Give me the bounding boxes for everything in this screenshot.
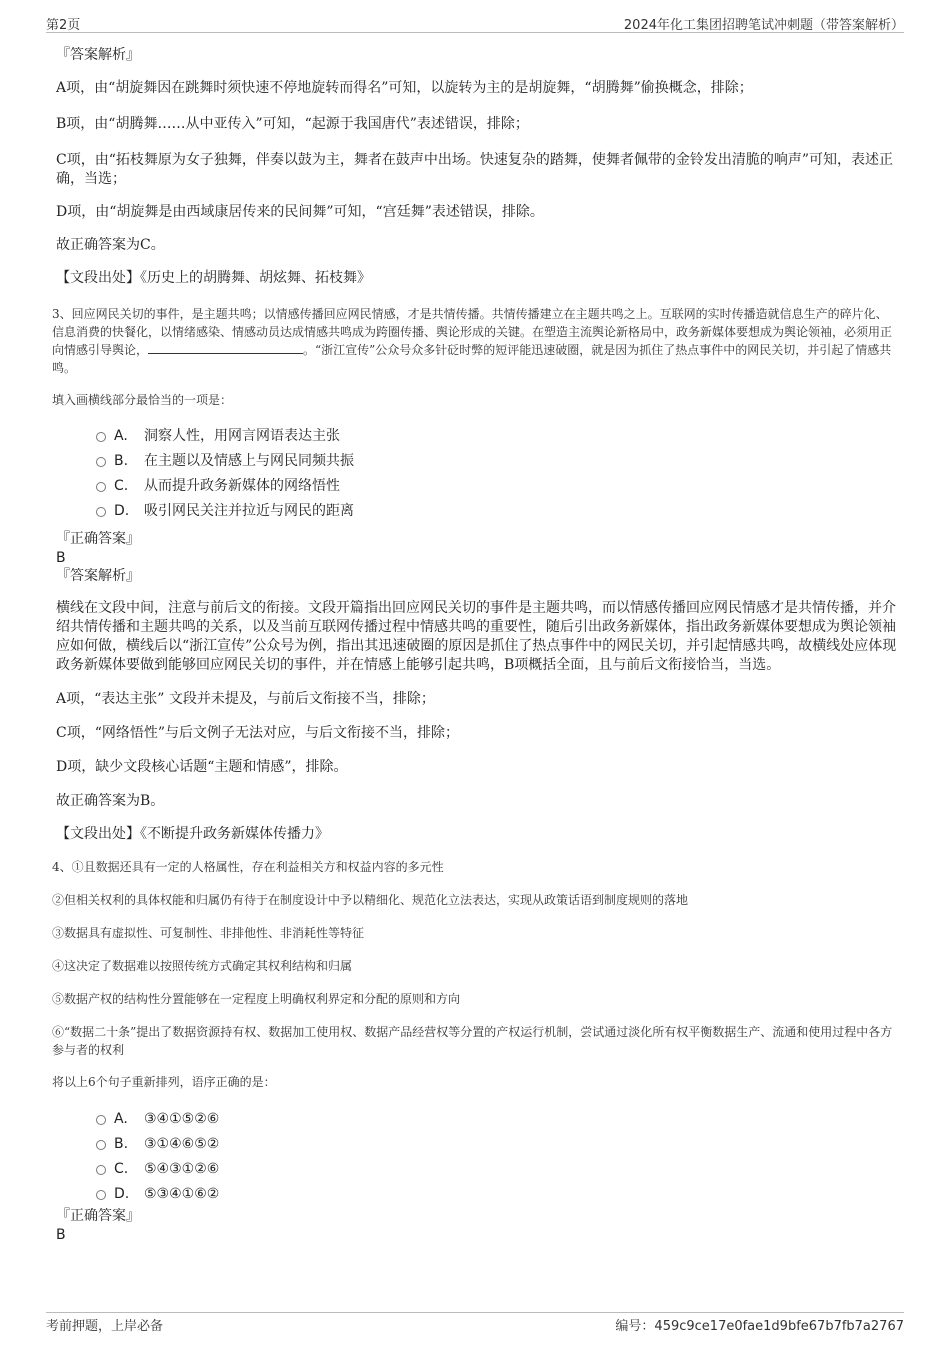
q2-analysis-label: 『答案解析』 <box>56 47 140 63</box>
q3-option-b[interactable]: B. 在主题以及情感上与网民同频共振 <box>56 449 898 474</box>
page-header <box>46 14 904 33</box>
page-footer <box>46 1312 904 1335</box>
q3-analysis-line-d: D项，缺少文段核心话题“主题和情感”，排除。 <box>56 759 348 775</box>
q4-option-b[interactable]: B. ③①④⑥⑤② <box>56 1132 898 1157</box>
q2-analysis-line-c: C项，由“拓枝舞原为女子独舞，伴奏以鼓为主，舞者在鼓声中出场。快速复杂的踏舞，使舞者佩带的金铃发出清脆的响声”可知，表述正确，当选； <box>56 152 894 187</box>
q4-answer-label: 『正确答案』 <box>56 1208 140 1224</box>
q3-option-c[interactable]: C. 从而提升政务新媒体的网络悟性 <box>56 474 898 499</box>
q3-options <box>56 424 898 524</box>
q2-analysis-line-d: D项，由“胡旋舞是由西域康居传来的民间舞”可知，“宫廷舞”表述错误，排除。 <box>56 204 544 220</box>
q3-source: 【文段出处】《不断提升政务新媒体传播力》 <box>56 826 329 842</box>
q4-sentence-3: ③数据具有虚拟性、可复制性、非排他性、非消耗性等特征 <box>52 926 365 940</box>
q4-sentence-6: ⑥“数据二十条”提出了数据资源持有权、数据加工使用权、数据产品经营权等分置的产权运行机制，尝试通过淡化所有权平衡数据生产、流通和使用过程中各方参与者的权利 <box>52 1025 893 1057</box>
radio-button[interactable] <box>96 1140 106 1150</box>
radio-button[interactable] <box>96 457 106 467</box>
q3-answer-summary: 故正确答案为B。 <box>56 793 165 809</box>
page-number: 第2页 <box>46 18 81 33</box>
document-title: 2024年化工集团招聘笔试冲刺题（带答案解析） <box>623 18 904 33</box>
q3-answer: B <box>56 550 66 566</box>
q3-analysis-label: 『答案解析』 <box>56 568 140 584</box>
radio-button[interactable] <box>96 1190 106 1200</box>
q3-analysis-line-a: A项，“表达主张” 文段并未提及，与前后文衔接不当，排除； <box>56 691 435 707</box>
q3-analysis-line-c: C项，“网络悟性”与后文例子无法对应，与后文衔接不当，排除； <box>56 725 460 741</box>
radio-button[interactable] <box>96 507 106 517</box>
q4-sentence-1: 4、①且数据还具有一定的人格属性，存在利益相关方和权益内容的多元性 <box>52 860 444 874</box>
radio-button[interactable] <box>96 432 106 442</box>
radio-button[interactable] <box>96 1165 106 1175</box>
q4-sentence-5: ⑤数据产权的结构性分置能够在一定程度上明确权利界定和分配的原则和方向 <box>52 992 461 1006</box>
q3-answer-label: 『正确答案』 <box>56 531 140 547</box>
q4-option-a[interactable]: A. ③④①⑤②⑥ <box>56 1107 898 1132</box>
q3-option-a[interactable]: A. 洞察人性，用网言网语表达主张 <box>56 424 898 449</box>
q3-prompt: 填入画横线部分最恰当的一项是： <box>52 393 233 407</box>
q2-analysis-line-b: B项，由“胡腾舞……从中亚传入”可知，“起源于我国唐代”表述错误，排除； <box>56 116 529 132</box>
q2-source: 【文段出处】《历史上的胡腾舞、胡炫舞、拓枝舞》 <box>56 270 371 286</box>
main-content <box>52 40 898 1244</box>
q2-answer-summary: 故正确答案为C。 <box>56 237 165 253</box>
q4-options <box>56 1107 898 1207</box>
radio-button[interactable] <box>96 482 106 492</box>
q3-stem: 3、回应网民关切的事件，是主题共鸣；以情感传播回应网民情感，才是共情传播。共情传播建立在主题共鸣之上。互联网的实时传播造就信息生产的碎片化、信息消费的快餐化，以情绪感染、情感动员达成情感共鸣成为跨圈传播、舆论形成的关键。在塑造主流舆论新格局中，政务新媒体要想成为舆论领袖，必须用正向情感引导舆论， 。“浙江宣传”公众号众多针砭时弊的短评能迅速破圈，就是因为抓住了热点事件中的网民关切，并引起了情感共鸣。 <box>52 307 893 375</box>
q2-analysis-line-a: A项，由“胡旋舞因在跳舞时须快速不停地旋转而得名”可知，以旋转为主的是胡旋舞，“胡腾舞”偷换概念，排除； <box>56 80 753 96</box>
q3-analysis: 横线在文段中间，注意与前后文的衔接。文段开篇指出回应网民关切的事件是主题共鸣，而以情感传播回应网民情感才是共情传播，并介绍共情传播和主题共鸣的关系，以及当前互联网传播过程中情感共鸣的重要性，随后引出政务新媒体，指出政务新媒体要想成为舆论领袖应如何做，横线后以“浙江宣传”公众号为例，指出其迅速破圈的原因是抓住了热点事件中的网民关切，并引起情感共鸣，故横线处应体现政务新媒体要做到能够回应网民关切的事件，并在情感上能够引起共鸣，B项概括全面，且与前后文衔接恰当，当选。 <box>56 600 897 673</box>
q4-sentence-4: ④这决定了数据难以按照传统方式确定其权利结构和归属 <box>52 959 353 973</box>
q4-sentence-2: ②但相关权利的具体权能和归属仍有待于在制度设计中予以精细化、规范化立法表达，实现从政策话语到制度规则的落地 <box>52 893 689 907</box>
fill-blank <box>148 341 303 354</box>
q4-option-c[interactable]: C. ⑤④③①②⑥ <box>56 1157 898 1182</box>
radio-button[interactable] <box>96 1115 106 1125</box>
footer-slogan: 考前押题，上岸必备 <box>46 1319 164 1334</box>
q4-option-d[interactable]: D. ⑤③④①⑥② <box>56 1182 898 1207</box>
q3-option-d[interactable]: D. 吸引网民关注并拉近与网民的距离 <box>56 499 898 524</box>
document-id: 编号：459c9ce17e0fae1d9bfe67b7fb7a2767 <box>615 1319 904 1334</box>
q4-prompt: 将以上6个句子重新排列，语序正确的是： <box>52 1075 276 1089</box>
q4-answer: B <box>56 1227 66 1243</box>
